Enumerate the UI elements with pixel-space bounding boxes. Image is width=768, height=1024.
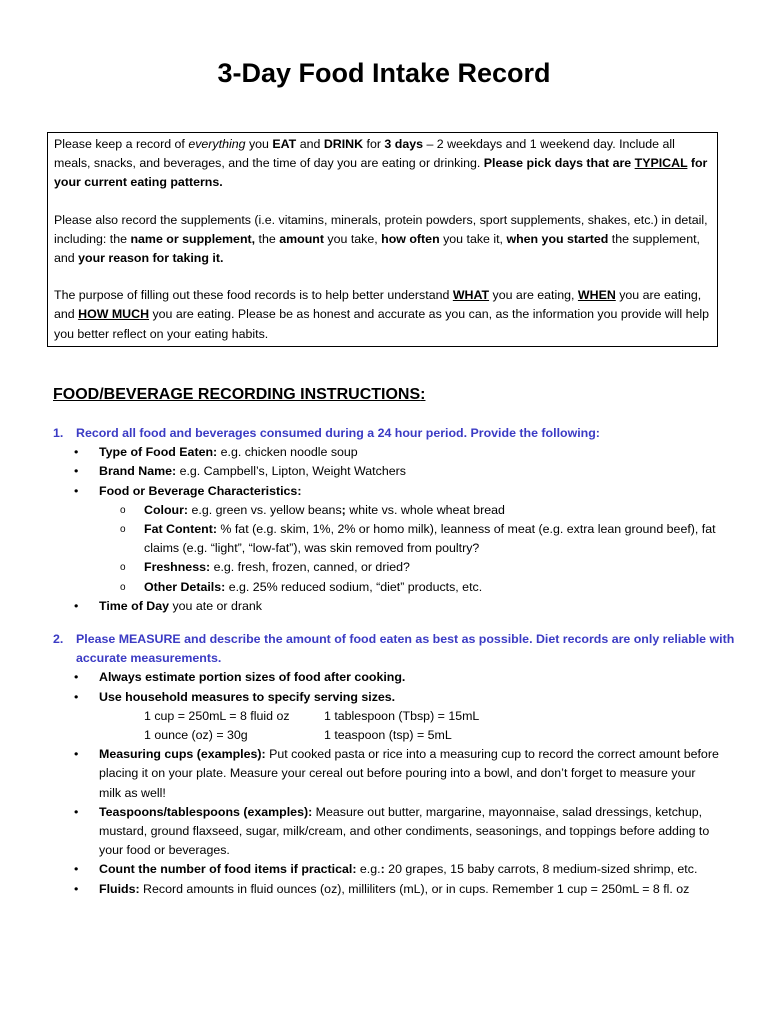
list-item: • Count the number of food items if practical: e.g.: 20 grapes, 15 baby carrots, 8 medium-sized shrimp, etc. bbox=[0, 860, 719, 879]
sub-list-item: o Fat Content: % fat (e.g. skim, 1%, 2% or homo milk), leanness of meat (e.g. extra lean ground beef), fat claims (e.g. “light”, “low-fat”), was skin removed from poultry? bbox=[0, 520, 719, 558]
section-1-title: 1. Record all food and beverages consumed during a 24 hour period. Provide the following: bbox=[53, 426, 600, 440]
sub-list-item: o Colour: e.g. green vs. yellow beans; white vs. whole wheat bread bbox=[0, 501, 719, 520]
sub-list-item: o Other Details: e.g. 25% reduced sodium, “diet” products, etc. bbox=[0, 578, 719, 597]
list-item: • Use household measures to specify serving sizes. bbox=[0, 688, 719, 707]
measures-row: 1 ounce (oz) = 30g 1 teaspoon (tsp) = 5mL bbox=[144, 728, 452, 743]
sub-list-item: o Freshness: e.g. fresh, frozen, canned, or dried? bbox=[0, 558, 719, 577]
list-item: • Fluids: Record amounts in fluid ounces (oz), milliliters (mL), or in cups. Remember 1 cup = 250mL = 8 fl. oz bbox=[0, 880, 719, 899]
measures-row: 1 cup = 250mL = 8 fluid oz 1 tablespoon (Tbsp) = 15mL bbox=[144, 708, 480, 723]
instructions-heading: FOOD/BEVERAGE RECORDING INSTRUCTIONS: bbox=[53, 386, 426, 403]
intro-box bbox=[47, 132, 718, 347]
intro-paragraph-3: The purpose of filling out these food records is to help better understand WHAT you are eating, WHEN you are eating, and HOW MUCH you are eating. Please be as honest and accurate as you can, as the information you provide will help you better reflect on your eating habits. bbox=[54, 288, 710, 341]
list-item: • Food or Beverage Characteristics: bbox=[0, 482, 719, 501]
page-title: 3-Day Food Intake Record bbox=[217, 58, 551, 88]
intro-paragraph-1: Please keep a record of everything you EAT and DRINK for 3 days – 2 weekdays and 1 weekend day. Include all meals, snacks, and beverages, and the time of day you are eating or drinking. Please pick days that are TYPICAL for your current eating patterns. bbox=[54, 137, 708, 190]
list-item: • Always estimate portion sizes of food after cooking. bbox=[0, 668, 719, 687]
list-item: • Brand Name: e.g. Campbell’s, Lipton, Weight Watchers bbox=[0, 462, 719, 481]
list-item: • Type of Food Eaten: e.g. chicken noodle soup bbox=[0, 443, 719, 462]
intro-paragraph-2: Please also record the supplements (i.e. vitamins, minerals, protein powders, sport supplements, shakes, etc.) in detail, including: the name or supplement, the amount you take, how often you take it, when you started the supplement, and your reason for taking it. bbox=[54, 212, 708, 266]
section-2-title: 2. Please MEASURE and describe the amount of food eaten as best as possible. Diet records are only reliable with accurate measurements. bbox=[53, 632, 735, 666]
instructions-list bbox=[0, 424, 768, 899]
list-item: • Teaspoons/tablespoons (examples): Measure out butter, margarine, mayonnaise, salad dressings, ketchup, mustard, ground flaxseed, sugar, milk/cream, and other condiments, seasonings, and toppings before adding to your food or beverages. bbox=[0, 803, 719, 861]
list-item: • Time of Day you ate or drank bbox=[0, 597, 719, 616]
list-item: • Measuring cups (examples): Put cooked pasta or rice into a measuring cup to record the correct amount before placing it on your plate. Measure your cereal out before pouring into a bowl, and don’t forget to measure your milk as well! bbox=[0, 745, 719, 803]
